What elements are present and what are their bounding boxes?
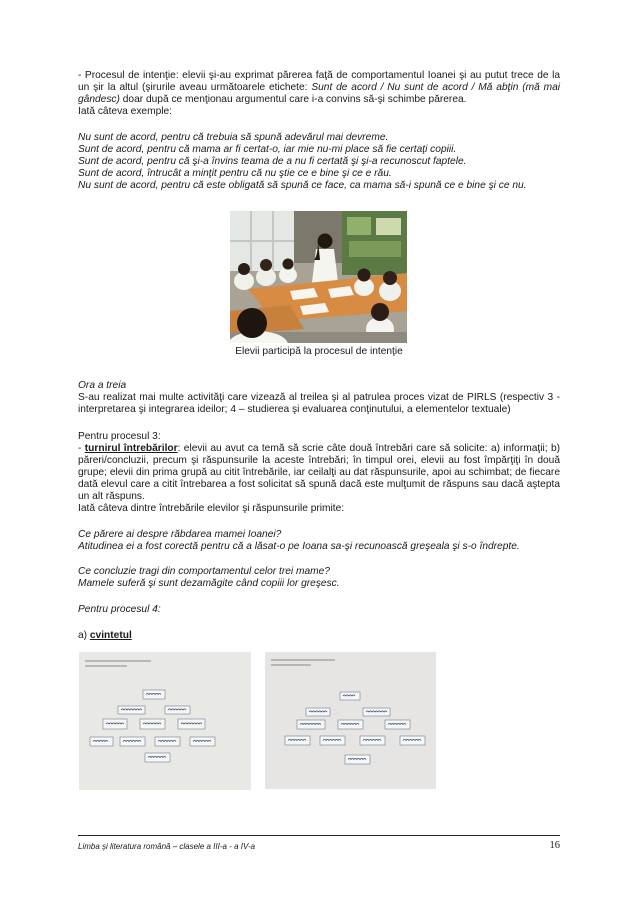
worksheet-box — [363, 708, 390, 716]
intent-process-paragraph — [78, 70, 560, 106]
classroom-photo — [230, 211, 407, 343]
worksheet-box — [400, 736, 425, 745]
qa-answer: Mamele suferă şi sunt dezamăgite când copiii lor greşesc. — [78, 578, 340, 589]
example-item: Sunt de acord, pentru că şi-a învins teama de a nu fi certată şi şi-a recunoscut faptele. — [78, 156, 467, 167]
worksheet-box — [118, 706, 145, 714]
worksheet-box — [155, 737, 180, 746]
worksheet-box — [285, 736, 310, 745]
question-tournament-term: turnirul întrebărilor — [84, 443, 178, 454]
intent-process-text: - Procesul de intenţie: elevii şi-au exprimat părerea faţă de comportamentul Ioanei şi au putut trece de la un şir la altul (şirurile aveau următoarele etichete: — [78, 70, 560, 93]
qa-answer: Atitudinea ei a fost corectă pentru că a lăsat-o pe Ioana sa-şi recunoască greşeala şi s-o îndrepte. — [78, 541, 520, 552]
example-item: Nu sunt de acord, pentru că trebuia să spună adevărul mai devreme. — [78, 132, 389, 143]
footer-rule — [78, 835, 560, 836]
process-4-item-term: cvintetul — [89, 630, 132, 641]
question-tournament-dash: - — [78, 443, 85, 454]
qa-question: Ce părere ai despre răbdarea mamei Ioanei? — [78, 529, 282, 540]
cinquain-worksheet-photo-left — [79, 652, 251, 790]
qa-heading: Iată câteva dintre întrebările elevilor şi răspunsurile primite: — [78, 503, 345, 514]
example-item: Sunt de acord, întrucât a minţit pentru că nu ştie ce e bine şi ce e rău. — [78, 168, 392, 179]
worksheet-box — [338, 720, 363, 729]
footer-text: Limba şi literatura română – clasele a III-a - a IV-a — [78, 842, 256, 851]
qa-question: Ce concluzie tragi din comportamentul celor trei mame? — [78, 566, 330, 577]
photo-caption: Elevii participă la procesul de intenţie — [235, 346, 403, 357]
process-4-item-marker: a) — [78, 630, 90, 641]
worksheet-box — [360, 736, 385, 745]
process-3-heading: Pentru procesul 3: — [78, 431, 161, 442]
example-item: Nu sunt de acord, pentru că este obligată să spună ce face, ca mama să-i spună ce e bine şi ce nu. — [78, 180, 527, 191]
cinquain-worksheet-photo-right — [265, 652, 436, 789]
examples-heading: Iată câteva exemple: — [78, 106, 173, 117]
worksheet-box — [178, 719, 205, 729]
worksheet-box — [90, 737, 113, 746]
question-tournament-paragraph — [78, 443, 560, 503]
process-4-item — [78, 630, 560, 642]
third-hour-intro: S-au realizat mai multe activităţi care vizează al treilea şi al patrulea proces vizat de PIRLS (respectiv 3 - interpretarea şi integrarea ideilor; 4 – studierea şi evaluarea conţinutului, a elementelor textuale) — [78, 392, 560, 415]
worksheet-box — [140, 719, 165, 729]
green-board — [342, 211, 407, 275]
question-tournament-text: : elevii au avut ca temă să scrie câte două întrebări care să solicite: a) informaţii; b) păreri/concluzii, precum şi răspunsurile la aceste întrebări; în timpul orei, elevii au fost împărţiţi în două grupe; elevii din prima grupă au citit întrebările, iar ceilalţi au dat răspunsurile, apoi au schimbat; de fiecare dată elevul care a citit întrebarea a fost solicitat să spună dacă este mulţumit de răspuns sau dacă aştepta un alt răspuns. — [78, 443, 560, 502]
process-4-heading: Pentru procesul 4: — [78, 604, 161, 615]
intent-process-labels: Sunt de acord / Nu sunt de acord / Mă abţin (mă mai gândesc) — [78, 82, 560, 105]
worksheet-box — [345, 755, 370, 764]
qa-pair — [78, 566, 560, 590]
worksheet-box — [145, 753, 170, 762]
intent-process-text-end: doar după ce menţionau argumentul care i-a convins să-şi schimbe părerea. — [119, 94, 467, 105]
third-hour-title: Ora a treia — [78, 380, 127, 391]
worksheet-box — [120, 737, 145, 746]
worksheet-box — [385, 720, 410, 729]
page-number: 16 — [549, 840, 560, 851]
worksheet-box — [320, 736, 345, 745]
example-item: Sunt de acord, pentru că mama ar fi certat-o, iar mie nu-mi place să fie certaţi copiii. — [78, 144, 457, 155]
worksheet-box — [190, 737, 215, 746]
qa-pair — [78, 529, 560, 553]
examples-list — [78, 132, 560, 192]
worksheet-box — [165, 706, 190, 714]
